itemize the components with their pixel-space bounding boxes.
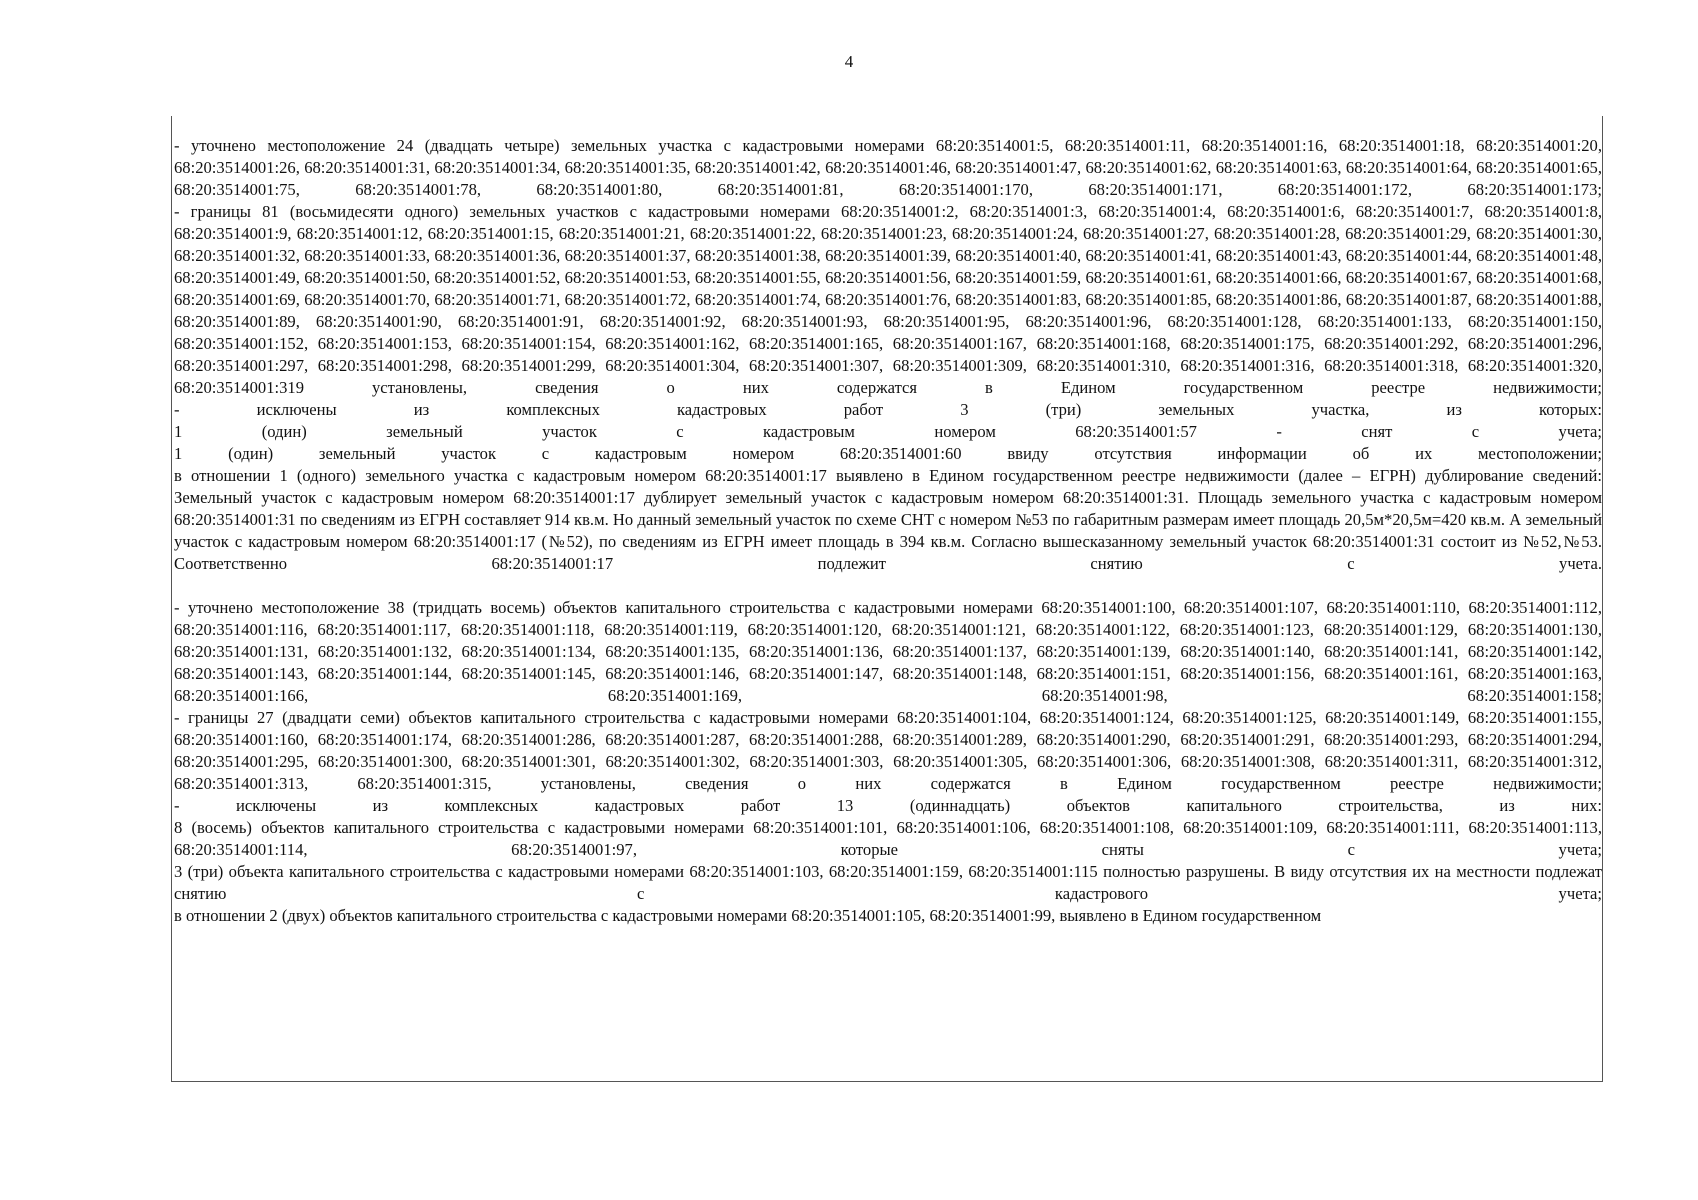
paragraph-gap (174, 575, 1602, 597)
paragraph-land-location-refined: - уточнено местоположение 24 (двадцать четыре) земельных участка с кадастровыми номерами 68:20:3514001:5, 68:20:3514001:11, 68:20:3514001:16, 68:20:3514001:18, 68:20:3514001:20, 68:20:3514001:26, 68:20:3514001:31, 68:20:3514001:34, 68:20:3514001:35, 68:20:3514001:42, 68:20:3514001:46, 68:20:3514001:47, 68:20:3514001:62, 68:20:3514001:63, 68:20:3514001:64, 68:20:3514001:65, 68:20:3514001:75, 68:20:3514001:78, 68:20:3514001:80, 68:20:3514001:81, 68:20:3514001:170, 68:20:3514001:171, 68:20:3514001:172, 68:20:3514001:173; (174, 136, 1602, 199)
paragraph-buildings-boundaries: - границы 27 (двадцати семи) объектов капитального строительства с кадастровыми номерами 68:20:3514001:104, 68:20:3514001:124, 68:20:3514001:125, 68:20:3514001:149, 68:20:3514001:155, 68:20:3514001:160, 68:20:3514001:174, 68:20:3514001:286, 68:20:3514001:287, 68:20:3514001:288, 68:20:3514001:289, 68:20:3514001:290, 68:20:3514001:291, 68:20:3514001:293, 68:20:3514001:294, 68:20:3514001:295, 68:20:3514001:300, 68:20:3514001:301, 68:20:3514001:302, 68:20:3514001:303, 68:20:3514001:305, 68:20:3514001:306, 68:20:3514001:308, 68:20:3514001:311, 68:20:3514001:312, 68:20:3514001:313, 68:20:3514001:315, установлены, сведения о них содержатся в Едином государственном реестре недвижимости; (174, 708, 1602, 793)
paragraph-buildings-location-refined: - уточнено местоположение 38 (тридцать восемь) объектов капитального строительства с кадастровыми номерами 68:20:3514001:100, 68:20:3514001:107, 68:20:3514001:110, 68:20:3514001:112, 68:20:3514001:116, 68:20:3514001:117, 68:20:3514001:118, 68:20:3514001:119, 68:20:3514001:120, 68:20:3514001:121, 68:20:3514001:122, 68:20:3514001:123, 68:20:3514001:129, 68:20:3514001:130, 68:20:3514001:131, 68:20:3514001:132, 68:20:3514001:134, 68:20:3514001:135, 68:20:3514001:136, 68:20:3514001:137, 68:20:3514001:139, 68:20:3514001:140, 68:20:3514001:141, 68:20:3514001:142, 68:20:3514001:143, 68:20:3514001:144, 68:20:3514001:145, 68:20:3514001:146, 68:20:3514001:147, 68:20:3514001:148, 68:20:3514001:151, 68:20:3514001:156, 68:20:3514001:161, 68:20:3514001:163, 68:20:3514001:166, 68:20:3514001:169, 68:20:3514001:98, 68:20:3514001:158; (174, 598, 1602, 705)
paragraph-land-duplicate: в отношении 1 (одного) земельного участка с кадастровым номером 68:20:3514001:17 выявлено в Едином государственном реестре недвижимости (далее – ЕГРН) дублирование сведений: (174, 466, 1602, 485)
paragraph-land-excluded: - исключены из комплексных кадастровых работ 3 (три) земельных участка, из которых: (174, 400, 1602, 419)
page-number: 4 (844, 52, 854, 71)
paragraph-land-boundaries: - границы 81 (восьмидесяти одного) земельных участков с кадастровыми номерами 68:20:3514001:2, 68:20:3514001:3, 68:20:3514001:4, 68:20:3514001:6, 68:20:3514001:7, 68:20:3514001:8, 68:20:3514001:9, 68:20:3514001:12, 68:20:3514001:15, 68:20:3514001:21, 68:20:3514001:22, 68:20:3514001:23, 68:20:3514001:24, 68:20:3514001:27, 68:20:3514001:28, 68:20:3514001:29, 68:20:3514001:30, 68:20:3514001:32, 68:20:3514001:33, 68:20:3514001:36, 68:20:3514001:37, 68:20:3514001:38, 68:20:3514001:39, 68:20:3514001:40, 68:20:3514001:41, 68:20:3514001:43, 68:20:3514001:44, 68:20:3514001:48, 68:20:3514001:49, 68:20:3514001:50, 68:20:3514001:52, 68:20:3514001:53, 68:20:3514001:55, 68:20:3514001:56, 68:20:3514001:59, 68:20:3514001:61, 68:20:3514001:66, 68:20:3514001:67, 68:20:3514001:68, 68:20:3514001:69, 68:20:3514001:70, 68:20:3514001:71, 68:20:3514001:72, 68:20:3514001:74, 68:20:3514001:76, 68:20:3514001:83, 68:20:3514001:85, 68:20:3514001:86, 68:20:3514001:87, 68:20:3514001:88, 68:20:3514001:89, 68:20:3514001:90, 68:20:3514001:91, 68:20:3514001:92, 68:20:3514001:93, 68:20:3514001:95, 68:20:3514001:96, 68:20:3514001:128, 68:20:3514001:133, 68:20:3514001:150, 68:20:3514001:152, 68:20:3514001:153, 68:20:3514001:154, 68:20:3514001:162, 68:20:3514001:165, 68:20:3514001:167, 68:20:3514001:168, 68:20:3514001:175, 68:20:3514001:292, 68:20:3514001:296, 68:20:3514001:297, 68:20:3514001:298, 68:20:3514001:299, 68:20:3514001:304, 68:20:3514001:307, 68:20:3514001:309, 68:20:3514001:310, 68:20:3514001:316, 68:20:3514001:318, 68:20:3514001:320, 68:20:3514001:319 установлены, сведения о них содержатся в Едином государственном реестре недвижимости; (174, 202, 1602, 397)
document-body (174, 135, 1602, 927)
paragraph-land-no-location: 1 (один) земельный участок с кадастровым номером 68:20:3514001:60 ввиду отсутствия информации об их местоположении; (174, 444, 1602, 463)
paragraph-buildings-excluded: - исключены из комплексных кадастровых работ 13 (одиннадцать) объектов капитального строительства, из них: (174, 796, 1602, 815)
paragraph-buildings-destroyed: 3 (три) объекта капитального строительства с кадастровыми номерами 68:20:3514001:103, 68:20:3514001:159, 68:20:3514001:115 полностью разрушены. В виду отсутствия их на местности подлежат снятию с кадастрового учета; (174, 862, 1602, 903)
paragraph-land-removed: 1 (один) земельный участок с кадастровым номером 68:20:3514001:57 - снят с учета; (174, 422, 1602, 441)
paragraph-buildings-removed: 8 (восемь) объектов капитального строительства с кадастровыми номерами 68:20:3514001:101, 68:20:3514001:106, 68:20:3514001:108, 68:20:3514001:109, 68:20:3514001:111, 68:20:3514001:113, 68:20:3514001:114, 68:20:3514001:97, которые сняты с учета; (174, 818, 1602, 859)
paragraph-buildings-duplicate: в отношении 2 (двух) объектов капитального строительства с кадастровыми номерами 68:20:3514001:105, 68:20:3514001:99, выявлено в Едином государственном (174, 906, 1322, 925)
paragraph-duplicate-explanation: Земельный участок с кадастровым номером 68:20:3514001:17 дублирует земельный участок с кадастровым номером 68:20:3514001:31. Площадь земельного участка с кадастровым номером 68:20:3514001:31 по сведениям из ЕГРН составляет 914 кв.м. Но данный земельный участок по схеме СНТ с номером №53 по габаритным размерам имеет площадь 20,5м*20,5м=420 кв.м. А земельный участок с кадастровым номером 68:20:3514001:17 (№52), по сведениям из ЕГРН имеет площадь в 394 кв.м. Согласно вышесказанному земельный участок 68:20:3514001:31 состоит из №52,№53. Соответственно 68:20:3514001:17 подлежит снятию с учета. (174, 488, 1602, 573)
